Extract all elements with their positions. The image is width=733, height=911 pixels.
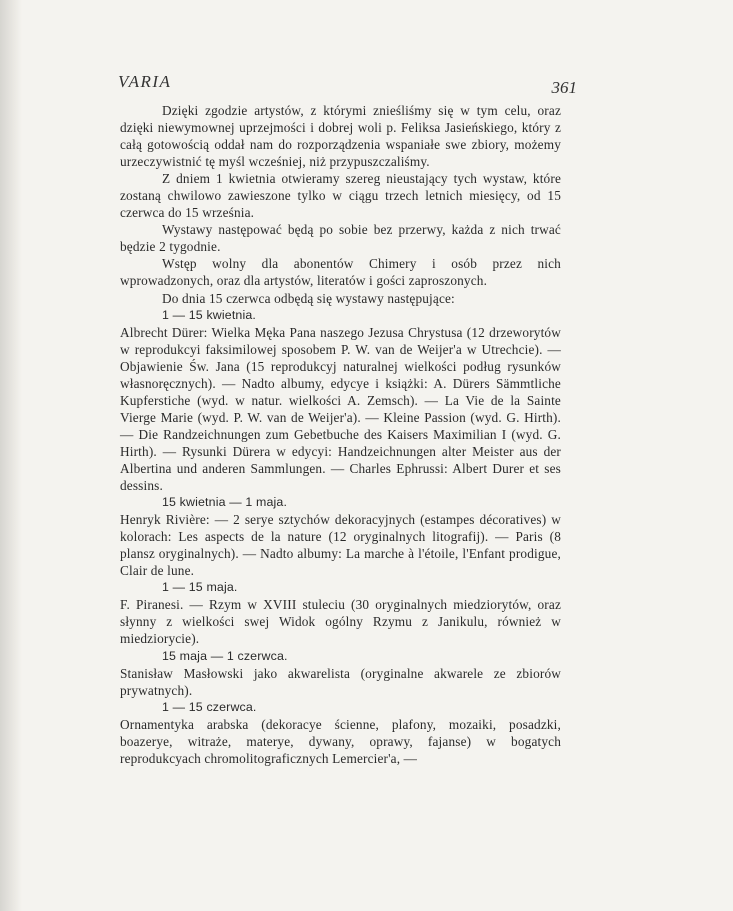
exhibition-dates: 1 — 15 czerwca. [162, 699, 257, 714]
body-text [120, 102, 561, 767]
paragraph: Z dniem 1 kwietnia otwieramy szereg nieustający tych wystaw, które zostaną chwilowo zawieszone tylko w ciągu trzech letnich miesięcy, od 15 czerwca do 15 września. [120, 171, 561, 221]
exhibition-entry: Stanisław Masłowski jako akwarelista (oryginalne akwarele ze zbiorów prywatnych). [120, 665, 561, 698]
exhibition-entry: F. Piranesi. — Rzym w XVIII stuleciu (30 oryginalnych miedziorytów, oraz słynny z wielkości swej Widok ogólny Rzymu z Janikulu, również w miedziorycie). [120, 597, 561, 647]
page-header [118, 72, 577, 97]
exhibition-entry: Albrecht Dürer: Wielka Męka Pana naszego Jezusa Chrystusa (12 drzeworytów w reprodukcyi faksimilowej sposobem P. W. van de Weijer'a w Utrechcie). — Objawienie Św. Jana (15 reprodukcyj naturalnej wielkości podług rysunków własnoręcznych). — Nadto albumy, edycye i książki: A. Dürers Sämmtliche Kupferstiche (wyd. w natur. wielkości A. Zemsch). — La Vie de la Sainte Vierge Marie (wyd. P. W. van de Weijer'a). — Kleine Passion (wyd. G. Hirth). — Die Randzeichnungen zum Gebetbuche des Kaisers Maximilian I (wyd. G. Hirth). — Rysunki Dürera w edycyi: Handzeichnungen alter Meister aus der Albertina und anderen Sammlungen. — Charles Ephrussi: Albert Durer et ses dessins. [120, 324, 561, 494]
exhibition-entry: Ornamentyka arabska (dekoracye ścienne, plafony, mozaiki, posadzki, boazerye, witraże, materye, dywany, oprawy, fajanse) w bogatych reprodukcyach chromolitograficznych Lemercier'a, — [120, 716, 561, 766]
exhibition-dates: 1 — 15 maja. [162, 580, 238, 595]
exhibition-entry: Henryk Rivière: — 2 serye sztychów dekoracyjnych (estampes décoratives) w kolorach: Les aspects de la nature (12 oryginalnych litografij). — Paris (8 plansz oryginalnych). — Nadto albumy: La marche à l'étoile, l'Enfant prodigue, Clair de lune. [120, 512, 561, 579]
running-head: VARIA [118, 72, 172, 91]
page-edge-shadow [0, 0, 22, 911]
paragraph: Do dnia 15 czerwca odbędą się wystawy następujące: [162, 290, 455, 306]
exhibition-dates: 15 maja — 1 czerwca. [162, 648, 288, 663]
exhibition-dates: 1 — 15 kwietnia. [162, 307, 256, 322]
paragraph: Wystawy następować będą po sobie bez przerwy, każda z nich trwać będzie 2 tygodnie. [120, 222, 561, 255]
paragraph: Dzięki zgodzie artystów, z którymi znieśliśmy się w tym celu, oraz dzięki niewymownej uprzejmości i dobrej woli p. Feliksa Jasieńskiego, który z całą gotowością oddał nam do rozporządzenia wspaniałe swe zbiory, możemy urzeczywistnić tę myśl wcześniej, niż przypuszczaliśmy. [120, 103, 561, 170]
page-number: 361 [551, 78, 577, 97]
paragraph: Wstęp wolny dla abonentów Chimery i osób przez nich wprowadzonych, oraz dla artystów, literatów i gości zaproszonych. [120, 256, 561, 289]
exhibition-dates: 15 kwietnia — 1 maja. [162, 495, 288, 510]
